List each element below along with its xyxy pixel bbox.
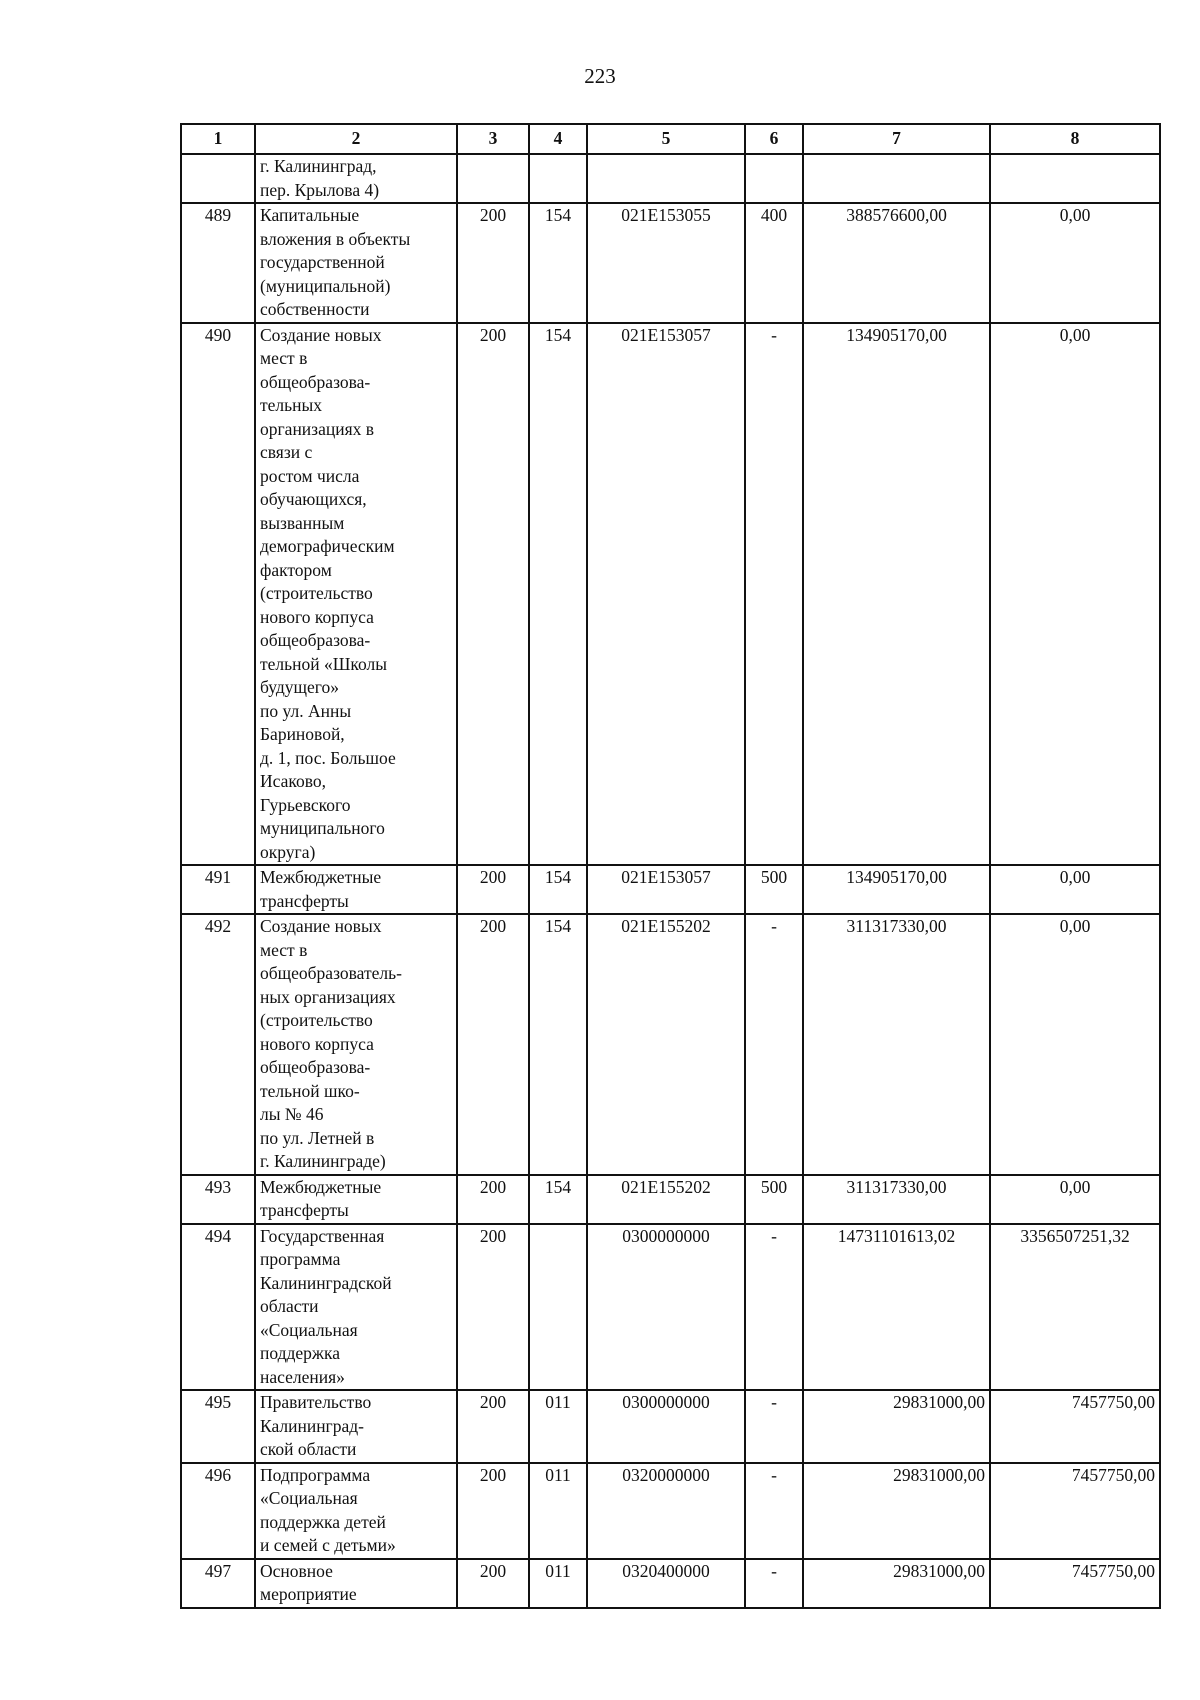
column-header: 7 [803, 124, 990, 154]
table-row [181, 1390, 1160, 1463]
row-number: 493 [181, 1175, 255, 1224]
row-code-4 [529, 1224, 587, 1391]
table-row [181, 203, 1160, 323]
row-code-4: 154 [529, 323, 587, 866]
row-amount-7: 134905170,00 [803, 865, 990, 914]
row-amount-8: 7457750,00 [990, 1390, 1160, 1463]
row-number: 492 [181, 914, 255, 1175]
table-row [181, 865, 1160, 914]
row-name: Создание новых мест в общеобразова- тельных организациях в связи с ростом числа обучающихся, вызванным демографическим фактором (строительство нового корпуса общеобразова- тельной «Школы будущего» по ул. Анны Бариновой, д. 1, пос. Большое Исаково, Гурьевского муниципального округа) [255, 323, 457, 866]
row-code-5: 0320000000 [587, 1463, 745, 1559]
row-amount-7: 29831000,00 [803, 1559, 990, 1608]
column-header: 8 [990, 124, 1160, 154]
row-code-4 [529, 154, 587, 203]
column-header: 4 [529, 124, 587, 154]
row-code-5: 021E153055 [587, 203, 745, 323]
row-code-6: - [745, 1559, 803, 1608]
row-amount-8: 0,00 [990, 1175, 1160, 1224]
row-amount-8: 7457750,00 [990, 1559, 1160, 1608]
row-code-6: - [745, 914, 803, 1175]
row-code-5: 0300000000 [587, 1224, 745, 1391]
table-row [181, 154, 1160, 203]
table-row [181, 1559, 1160, 1608]
page-number: 223 [584, 64, 616, 88]
row-code-4: 154 [529, 865, 587, 914]
row-code-6: - [745, 1463, 803, 1559]
row-amount-8: 0,00 [990, 914, 1160, 1175]
row-amount-7: 388576600,00 [803, 203, 990, 323]
row-number: 489 [181, 203, 255, 323]
row-number: 494 [181, 1224, 255, 1391]
row-code-3: 200 [457, 1559, 529, 1608]
row-amount-8: 0,00 [990, 203, 1160, 323]
row-name: Подпрограмма «Социальная поддержка детей и семей с детьми» [255, 1463, 457, 1559]
row-amount-7 [803, 154, 990, 203]
row-code-5: 021E155202 [587, 1175, 745, 1224]
row-number: 496 [181, 1463, 255, 1559]
row-code-5: 021E153057 [587, 323, 745, 866]
column-header: 2 [255, 124, 457, 154]
row-code-3: 200 [457, 914, 529, 1175]
row-code-3: 200 [457, 1175, 529, 1224]
row-code-4: 154 [529, 914, 587, 1175]
row-name: Государственная программа Калининградской области «Социальная поддержка населения» [255, 1224, 457, 1391]
row-amount-8: 7457750,00 [990, 1463, 1160, 1559]
header-row [181, 124, 1160, 154]
row-amount-7: 14731101613,02 [803, 1224, 990, 1391]
row-code-6: 500 [745, 865, 803, 914]
table-row [181, 1463, 1160, 1559]
row-number: 490 [181, 323, 255, 866]
row-code-3: 200 [457, 865, 529, 914]
row-name: Межбюджетные трансферты [255, 1175, 457, 1224]
column-header: 5 [587, 124, 745, 154]
row-amount-8: 0,00 [990, 323, 1160, 866]
row-code-4: 154 [529, 203, 587, 323]
row-code-4: 011 [529, 1559, 587, 1608]
table-row [181, 914, 1160, 1175]
table-row [181, 323, 1160, 866]
row-amount-8: 3356507251,32 [990, 1224, 1160, 1391]
row-name: Межбюджетные трансферты [255, 865, 457, 914]
table-row [181, 1175, 1160, 1224]
row-code-3: 200 [457, 1463, 529, 1559]
row-code-5: 0300000000 [587, 1390, 745, 1463]
column-header: 6 [745, 124, 803, 154]
row-code-6: - [745, 1390, 803, 1463]
row-number: 495 [181, 1390, 255, 1463]
row-number: 491 [181, 865, 255, 914]
row-code-6 [745, 154, 803, 203]
row-amount-7: 311317330,00 [803, 914, 990, 1175]
row-code-5: 021E155202 [587, 914, 745, 1175]
table-header [181, 124, 1160, 154]
row-code-4: 154 [529, 1175, 587, 1224]
row-code-5: 0320400000 [587, 1559, 745, 1608]
column-header: 1 [181, 124, 255, 154]
row-amount-7: 134905170,00 [803, 323, 990, 866]
row-amount-8: 0,00 [990, 865, 1160, 914]
row-code-3 [457, 154, 529, 203]
row-name: Правительство Калининград- ской области [255, 1390, 457, 1463]
row-name: г. Калининград, пер. Крылова 4) [255, 154, 457, 203]
row-code-6: - [745, 323, 803, 866]
table-body [181, 154, 1160, 1608]
row-code-3: 200 [457, 203, 529, 323]
row-number [181, 154, 255, 203]
row-code-6: - [745, 1224, 803, 1391]
row-code-5: 021E153057 [587, 865, 745, 914]
row-name: Создание новых мест в общеобразователь- ных организациях (строительство нового корпуса общеобразова- тельной шко- лы № 46 по ул. Летней в г. Калининграде) [255, 914, 457, 1175]
column-header: 3 [457, 124, 529, 154]
row-name: Основное мероприятие [255, 1559, 457, 1608]
row-code-6: 400 [745, 203, 803, 323]
row-code-3: 200 [457, 1224, 529, 1391]
row-code-4: 011 [529, 1390, 587, 1463]
row-code-4: 011 [529, 1463, 587, 1559]
row-code-6: 500 [745, 1175, 803, 1224]
row-name: Капитальные вложения в объекты государственной (муниципальной) собственности [255, 203, 457, 323]
row-amount-7: 29831000,00 [803, 1390, 990, 1463]
table-row [181, 1224, 1160, 1391]
row-code-5 [587, 154, 745, 203]
row-amount-7: 29831000,00 [803, 1463, 990, 1559]
row-amount-8 [990, 154, 1160, 203]
row-code-3: 200 [457, 1390, 529, 1463]
budget-table [180, 123, 1161, 1609]
row-code-3: 200 [457, 323, 529, 866]
row-number: 497 [181, 1559, 255, 1608]
row-amount-7: 311317330,00 [803, 1175, 990, 1224]
